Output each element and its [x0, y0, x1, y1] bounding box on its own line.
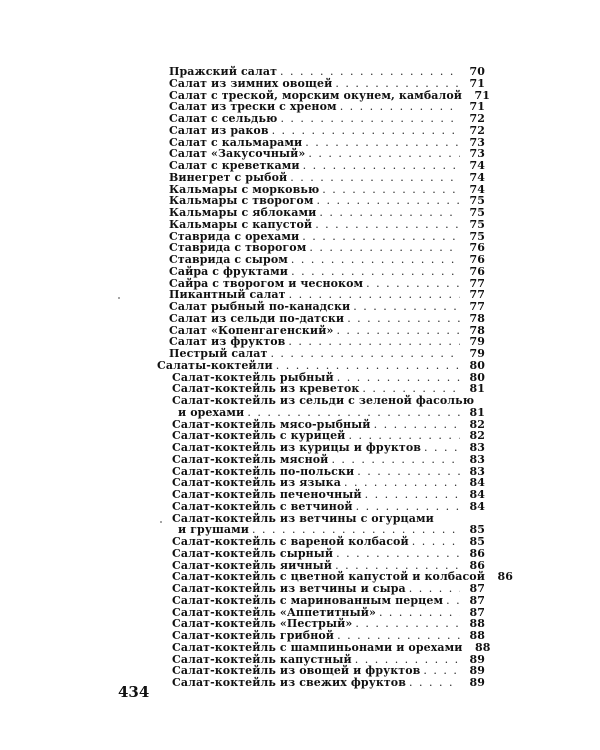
toc-leader-dots	[305, 137, 460, 149]
toc-entry-title: Салат-коктейль с вареной колбасой	[172, 535, 409, 548]
toc-entry-page: 86	[469, 558, 485, 572]
toc-entry-page: 89	[469, 652, 485, 666]
toc-entry-page: 70	[469, 65, 485, 78]
toc-entry	[140, 313, 485, 325]
toc-leader-dots	[335, 78, 460, 90]
toc-entry-title: Салат из зимних овощей	[169, 76, 333, 90]
toc-leader-dots	[347, 313, 460, 325]
toc-entry-title: Салат с сельдью	[169, 112, 278, 125]
toc-entry-title: Салат с креветками	[169, 159, 300, 172]
toc-entry-title: Салат-коктейль мясо-рыбный	[172, 417, 371, 431]
toc-entry-title: Салат-коктейль рыбный	[172, 370, 334, 384]
toc-entry	[140, 360, 485, 372]
table-of-contents	[140, 65, 513, 689]
toc-entry	[140, 113, 485, 125]
toc-leader-dots	[366, 278, 460, 290]
toc-entry-title: Салат-коктейль «Аппетитный»	[172, 605, 376, 619]
toc-leader-dots	[424, 442, 460, 454]
toc-entry	[140, 454, 485, 466]
toc-leader-dots	[302, 231, 460, 243]
toc-leader-dots	[337, 630, 460, 642]
toc-leader-dots	[340, 101, 460, 113]
toc-entry	[140, 301, 485, 313]
toc-entry-page: 89	[469, 664, 485, 678]
toc-entry	[140, 254, 485, 266]
toc-entry-page: 77	[469, 300, 485, 313]
toc-entry-page: 83	[469, 464, 485, 478]
toc-entry-page: 71	[469, 76, 485, 90]
toc-entry	[140, 442, 485, 454]
toc-leader-dots	[288, 336, 460, 348]
toc-entry-title: и грушами	[178, 523, 250, 537]
toc-entry-page: 80	[469, 358, 485, 372]
toc-leader-dots	[276, 360, 460, 372]
toc-entry-title: Кальмары с яблоками	[169, 206, 317, 219]
toc-entry-page: 73	[469, 147, 485, 161]
toc-entry-title: Салат-коктейль с курицей	[172, 429, 346, 443]
toc-entry-title: Салат-коктейль с маринованным перцем	[172, 593, 444, 607]
toc-entry	[140, 66, 485, 78]
toc-entry-title: Салат из раков	[169, 123, 269, 137]
toc-leader-dots	[353, 301, 460, 313]
toc-leader-dots	[290, 172, 460, 184]
toc-entry	[140, 501, 485, 513]
toc-leader-dots	[409, 583, 460, 595]
toc-entry-title: Салат-коктейль с шампиньонами и орехами	[172, 640, 463, 654]
toc-entry-title: Салат-коктейль по-польски	[172, 464, 355, 478]
toc-leader-dots	[412, 536, 460, 548]
toc-entry	[140, 489, 485, 501]
toc-entry-title: Кальмары с морковью	[169, 182, 320, 196]
toc-entry-title: Салат рыбный по-канадски	[169, 300, 351, 313]
toc-leader-dots	[409, 677, 460, 689]
toc-entry-page: 83	[469, 452, 485, 466]
toc-entry-title: Салат-коктейль из свежих фруктов	[172, 676, 406, 689]
toc-entry	[140, 172, 485, 184]
toc-entry-page: 75	[469, 229, 485, 243]
toc-leader-dots	[423, 665, 460, 677]
toc-entry-page: 82	[469, 429, 485, 443]
toc-entry-title: Салат из сельди по-датски	[169, 311, 345, 325]
toc-entry-title: Салат-коктейль сырный	[172, 546, 334, 560]
toc-entry-title: Ставрида с творогом	[169, 241, 307, 255]
toc-entry-page: 82	[469, 417, 485, 431]
toc-entry	[140, 395, 485, 407]
toc-entry-title: Салат-коктейль из овощей и фруктов	[172, 664, 421, 678]
toc-leader-dots	[319, 207, 460, 219]
toc-entry-page: 74	[469, 182, 485, 196]
toc-entry-page: 86	[469, 546, 485, 560]
toc-entry-title: Пражский салат	[169, 65, 278, 78]
toc-entry-title: Салат-коктейль из языка	[172, 476, 341, 490]
toc-leader-dots	[272, 125, 460, 137]
toc-entry-page: 78	[469, 311, 485, 325]
toc-entry-page: 89	[469, 676, 485, 689]
toc-leader-dots	[280, 113, 460, 125]
toc-entry-title: Кальмары с творогом	[169, 194, 314, 208]
toc-leader-dots	[270, 348, 460, 360]
toc-entry-page: 73	[469, 135, 485, 149]
toc-entry-page: 71	[469, 100, 485, 114]
scan-speck	[118, 297, 120, 299]
toc-entry	[140, 207, 485, 219]
toc-entry-page: 81	[469, 405, 485, 419]
toc-entry-page: 74	[469, 159, 485, 172]
toc-entry-page: 83	[469, 441, 485, 454]
toc-entry-title: Салаты-коктейли	[157, 358, 273, 372]
toc-entry-page: 78	[469, 323, 485, 337]
toc-entry	[140, 536, 485, 548]
toc-entry-page: 72	[469, 123, 485, 137]
toc-leader-dots	[322, 184, 460, 196]
toc-entry-title: Салат с кальмарами	[169, 135, 303, 149]
toc-leader-dots	[336, 548, 460, 560]
toc-entry-title: Пестрый салат	[169, 347, 268, 360]
toc-entry	[140, 407, 485, 419]
toc-entry-title: Салат-коктейль капустный	[172, 652, 352, 666]
toc-entry-title: и орехами	[178, 405, 245, 419]
toc-entry-page: 72	[469, 112, 485, 125]
toc-entry	[140, 595, 485, 607]
toc-entry-page: 79	[469, 347, 485, 360]
toc-entry-page: 85	[469, 523, 485, 537]
toc-entry-title: Салат-коктейль мясной	[172, 452, 329, 466]
toc-entry-page: 84	[469, 499, 485, 513]
toc-entry-title: Салат из трески с хреном	[169, 100, 337, 114]
toc-entry-title: Салат-коктейль из ветчины и сыра	[172, 582, 406, 595]
toc-entry-title: Салат-коктейль печеночный	[172, 488, 362, 501]
toc-leader-dots	[280, 66, 460, 78]
toc-entry-title: Салат-коктейль с ветчиной	[172, 499, 353, 513]
toc-leader-dots	[357, 466, 460, 478]
toc-entry-page: 87	[469, 605, 485, 619]
toc-entry	[140, 160, 485, 172]
toc-entry	[140, 219, 485, 231]
toc-entry-title: Ставрида с сыром	[169, 253, 288, 266]
toc-entry	[140, 583, 485, 595]
toc-entry-page: 88	[469, 629, 485, 642]
toc-entry-page: 84	[469, 476, 485, 490]
toc-entry	[140, 548, 485, 560]
toc-entry-page: 85	[469, 535, 485, 548]
toc-entry-title: Сайра с фруктами	[169, 264, 289, 278]
toc-entry-title: Салат «Закусочный»	[169, 147, 306, 161]
toc-entry-title: Салат-коктейль из креветок	[172, 382, 360, 396]
toc-leader-dots	[331, 454, 460, 466]
toc-entry-title: Ставрида с орехами	[169, 229, 300, 243]
toc-entry-page: 71	[474, 88, 491, 102]
toc-leader-dots	[336, 325, 460, 337]
toc-leader-dots	[291, 266, 460, 278]
toc-leader-dots	[365, 489, 460, 501]
toc-entry-page: 74	[469, 170, 485, 184]
toc-entry-page: 76	[469, 241, 485, 255]
toc-entry-title: Салат с треской, морским окунем, камбалой	[169, 88, 463, 102]
toc-entry-title: Кальмары с капустой	[169, 217, 313, 231]
toc-leader-dots	[355, 618, 460, 630]
toc-entry-title: Салат-коктейль грибной	[172, 629, 335, 642]
toc-entry-title: Салат-коктейль с цветной капустой и колбасой	[172, 570, 485, 584]
toc-entry	[140, 630, 485, 642]
page-number: 434	[118, 683, 150, 701]
toc-entry-page: 76	[469, 264, 485, 278]
toc-leader-dots	[356, 501, 460, 513]
toc-entry-page: 76	[469, 253, 485, 266]
toc-entry-title: Салат-коктейль из сельди с зеленой фасолью	[172, 394, 475, 407]
scan-speck	[160, 521, 162, 523]
toc-entry-page: 88	[475, 640, 491, 654]
toc-leader-dots	[374, 419, 460, 431]
toc-entry-page: 84	[469, 488, 485, 501]
toc-leader-dots	[309, 242, 460, 254]
toc-entry-page: 79	[469, 335, 485, 349]
toc-entry-page: 75	[469, 206, 485, 219]
toc-entry-page: 87	[469, 582, 485, 595]
toc-entry-title: Винегрет с рыбой	[169, 170, 288, 184]
toc-leader-dots	[247, 407, 460, 419]
toc-leader-dots	[303, 160, 460, 172]
toc-leader-dots	[315, 219, 460, 231]
toc-leader-dots	[316, 195, 460, 207]
toc-entry	[140, 266, 485, 278]
toc-entry-title: Салат-коктейль из ветчины с огурцами	[172, 511, 434, 525]
toc-leader-dots	[446, 595, 460, 607]
toc-entry-page: 87	[469, 593, 485, 607]
toc-leader-dots	[379, 607, 460, 619]
toc-entry-title: Салат-коктейль «Пестрый»	[172, 617, 353, 631]
toc-entry-page: 81	[469, 382, 485, 396]
toc-entry-title: Салат-коктейль яичный	[172, 558, 333, 572]
toc-entry-title: Салат «Копенгагенский»	[169, 323, 334, 337]
toc-entry-page: 75	[469, 217, 485, 231]
toc-entry-title: Салат из фруктов	[169, 335, 286, 349]
toc-leader-dots	[308, 148, 460, 160]
toc-entry	[140, 640, 491, 654]
toc-entry-page: 77	[469, 288, 485, 302]
toc-entry-title: Пикантный салат	[169, 288, 286, 302]
toc-entry	[140, 78, 485, 90]
toc-entry	[140, 125, 485, 137]
toc-entry-page: 88	[469, 617, 485, 631]
toc-entry-page: 77	[469, 276, 485, 290]
toc-entry-page: 86	[497, 570, 513, 584]
toc-entry-title: Сайра с творогом и чесноком	[169, 276, 364, 290]
toc-leader-dots	[291, 254, 460, 266]
toc-entry	[140, 348, 485, 360]
toc-entry-page: 75	[469, 194, 485, 208]
toc-entry-title: Салат-коктейль из курицы и фруктов	[172, 441, 422, 454]
toc-entry	[140, 677, 485, 689]
toc-entry-page: 80	[469, 370, 485, 384]
